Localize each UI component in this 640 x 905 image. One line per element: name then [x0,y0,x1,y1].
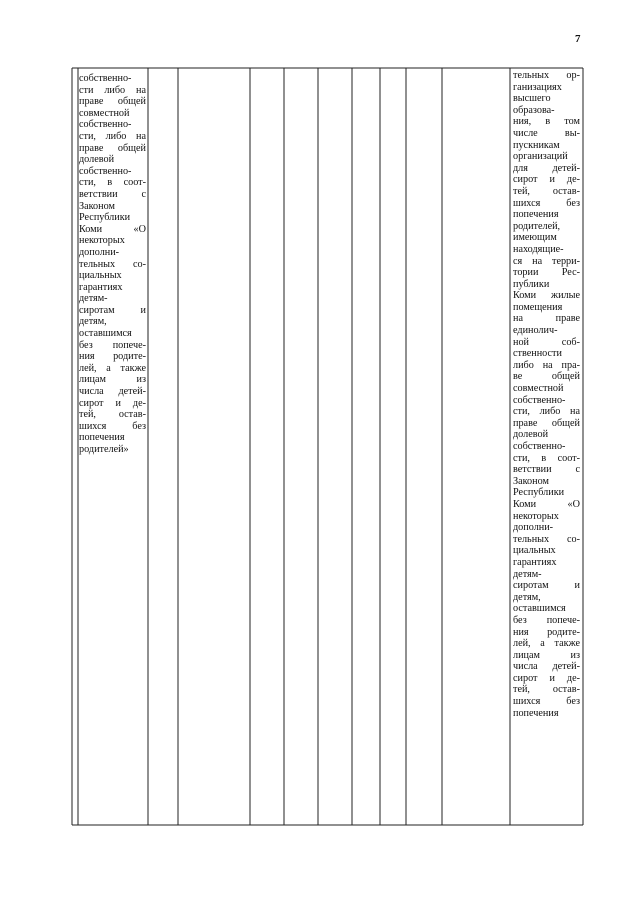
cell-text-line: пускникам [513,139,560,151]
cell-text-line: собственно- [513,394,566,406]
cell-text-line: образова- [513,104,555,116]
cell-text-line: собственно- [513,441,566,452]
cell-text-line: сирот и де- [513,174,580,186]
cell-text-line: числе вы- [513,127,580,139]
cell-text-line: сиротам и [79,304,146,316]
cell-text-line: числа детей- [79,386,146,398]
cell-text-line: лицам из [79,374,146,386]
cell-text-line: шихся без [513,197,580,209]
cell-text-line: для детей- [513,162,580,174]
cell-text-line: детям- [513,568,542,580]
cell-text-line: ния родите- [79,351,146,363]
cell-text-line: дополни- [79,246,120,258]
left-cell-text [79,73,146,456]
cell-text-line: тей, остав- [513,684,580,696]
cell-text-line: сирот и де- [79,397,146,409]
cell-text-line: ственности [513,348,562,360]
cell-text-line: совместной [513,383,564,395]
cell-text-line: родителей» [79,444,129,455]
cell-text-line: долевой [79,154,115,166]
cell-text-line: Коми жилые [513,290,580,302]
cell-text-line: тельных со- [79,258,146,270]
cell-text-line: Законом [79,200,115,212]
cell-text-line: ния родите- [513,626,580,638]
cell-text-line: попечения [513,209,559,221]
cell-text-line: Республики [513,487,565,499]
cell-text-line: ветствии с [79,188,146,200]
cell-text-line: тельных со- [513,533,580,545]
cell-text-line: высшего [513,93,551,105]
cell-text-line: Законом [513,475,549,487]
cell-text-line: тей, остав- [79,409,146,421]
cell-text-line: лей, а также [79,362,146,374]
cell-text-line: праве общей [513,417,580,429]
cell-text-line: праве общей [79,96,146,108]
cell-text-line: тельных ор- [513,70,580,81]
cell-text-line: дополни- [513,522,554,534]
cell-text-line: оставшимся [79,328,132,340]
cell-text-line: сти, либо на [513,406,580,418]
cell-text-line: публики [513,278,550,290]
cell-text-line: долевой [513,429,549,441]
cell-text-line: гарантиях [513,556,557,568]
cell-text-line: лей, а также [513,638,580,650]
cell-text-line: праве общей [79,142,146,154]
cell-text-line: числа детей- [513,661,580,673]
cell-text-line: сиротам и [513,580,580,592]
cell-text-line: сти, либо на [79,130,146,142]
cell-text-line: попечения [79,432,125,444]
cell-text-line: шихся без [513,696,580,708]
cell-text-line: Коми «О [513,498,580,510]
cell-text-line: сти, в соот- [79,177,146,189]
cell-text-line: без попече- [513,614,580,626]
cell-text-line: без попече- [79,339,146,351]
right-cell-text [513,70,580,719]
cell-text-line: некоторых [79,235,125,247]
cell-text-line: циальных [513,545,556,557]
cell-text-line: сти либо на [79,84,146,96]
cell-text-line: лицам из [513,649,580,661]
cell-text-line: ся на терри- [513,255,580,267]
cell-text-line: помещения [513,301,563,313]
cell-text-line: совместной [79,107,130,119]
cell-text-line: находящие- [513,243,564,255]
cell-text-line: имеющим [513,232,557,244]
cell-text-line: собственно- [79,73,132,84]
cell-text-line: организаций [513,151,568,163]
cell-text-line: шихся без [79,420,146,432]
cell-text-line: детям, [513,591,541,603]
cell-text-line: собственно- [79,165,132,177]
cell-text-line: циальных [79,270,122,282]
cell-text-line: ве общей [513,371,580,383]
cell-text-line: оставшимся [513,603,566,615]
cell-text-line: сти, в соот- [513,452,580,464]
cell-text-line: ния, в том [513,116,580,128]
cell-text-line: либо на пра- [513,359,580,371]
cell-text-line: детям- [79,293,108,305]
cell-text-line: тории Рес- [513,267,580,279]
cell-text-line: единолич- [513,325,558,337]
cell-text-line: тей, остав- [513,185,580,197]
cell-text-line: на праве [513,313,580,325]
cell-text-line: ной соб- [513,336,580,348]
cell-text-line: попечения [513,707,559,719]
cell-text-line: ветствии с [513,464,580,476]
cell-text-line: детям, [79,316,107,328]
cell-text-line: гарантиях [79,281,123,293]
cell-text-line: Коми «О [79,223,146,235]
cell-text-line: родителей, [513,220,561,232]
cell-text-line: Республики [79,212,131,224]
cell-text-line: ганизациях [513,81,562,93]
cell-text-line: сирот и де- [513,672,580,684]
cell-text-line: собственно- [79,119,132,131]
page-number: 7 [575,33,581,45]
cell-text-line: некоторых [513,510,559,522]
